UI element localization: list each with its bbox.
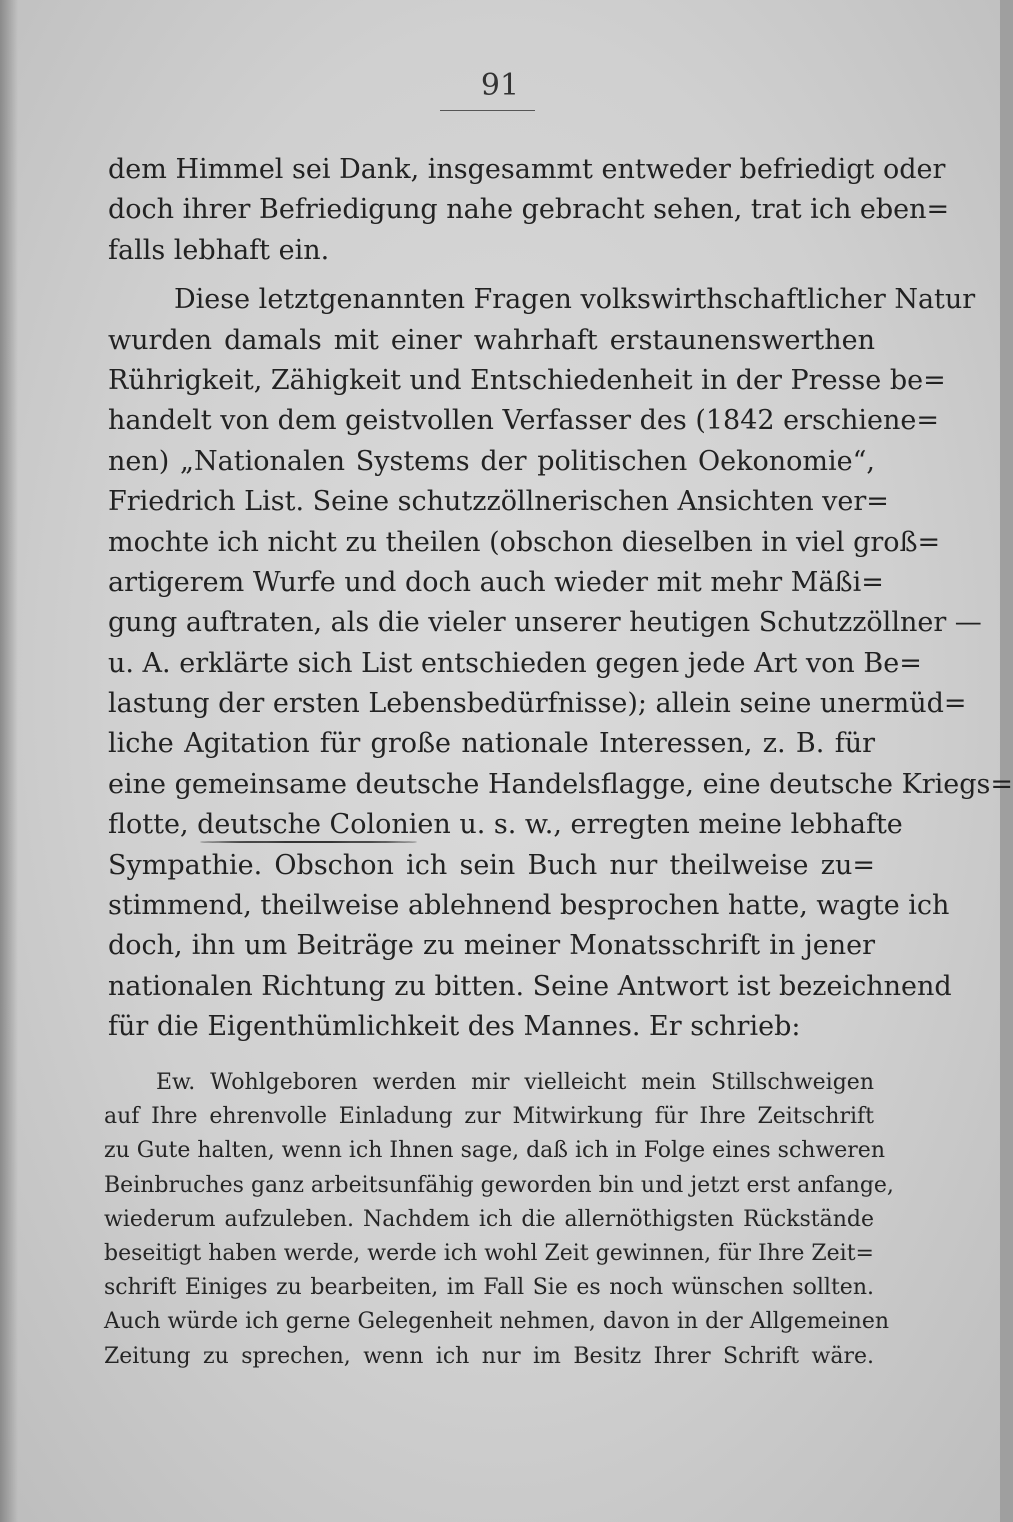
text-line: nen) „Nationalen Systems der politischen Oekonomie“,	[108, 445, 875, 477]
text-line: gung auftraten, als die vieler unserer heutigen Schutzzöllner —	[108, 607, 982, 639]
quote-line: Zeitung zu sprechen, wenn ich nur im Besitz Ihrer Schrift wäre.	[104, 1343, 874, 1369]
text-line: Friedrich List. Seine schutzzöllnerischen Ansichten ver=	[108, 486, 889, 518]
text-line: Sympathie. Obschon ich sein Buch nur theilweise zu=	[108, 849, 875, 881]
text-line: doch, ihn um Beiträge zu meiner Monatsschrift in jener	[108, 930, 875, 962]
quote-line: auf Ihre ehrenvolle Einladung zur Mitwirkung für Ihre Zeitschrift	[104, 1104, 874, 1130]
text-line: lastung der ersten Lebensbedürfnisse); allein seine unermüd=	[108, 688, 967, 720]
quote-line: Beinbruches ganz arbeitsunfähig geworden bin und jetzt erst anfange,	[104, 1172, 894, 1198]
text-line: handelt von dem geistvollen Verfasser des (1842 erschiene=	[108, 405, 940, 437]
header-rule	[440, 110, 535, 111]
quote-line: Ew. Wohlgeboren werden mir vielleicht mein Stillschweigen	[156, 1070, 874, 1095]
quote-line: schrift Einiges zu bearbeiten, im Fall Sie es noch wünschen sollten.	[104, 1275, 874, 1301]
quote-line: wiederum aufzuleben. Nachdem ich die allernöthigsten Rückstände	[104, 1206, 874, 1232]
text-line: mochte ich nicht zu theilen (obschon dieselben in viel groß=	[108, 526, 941, 558]
text-line: für die Eigenthümlichkeit des Mannes. Er schrieb:	[108, 1011, 801, 1043]
quoted-letter-block	[104, 1066, 894, 1374]
text-line: doch ihrer Befriedigung nahe gebracht sehen, trat ich eben=	[108, 194, 950, 226]
text-line: eine gemeinsame deutsche Handelsflagge, eine deutsche Kriegs=	[108, 768, 1013, 800]
quote-line: Auch würde ich gerne Gelegenheit nehmen, davon in der Allgemeinen	[104, 1309, 890, 1335]
text-line: Diese letztgenannten Fragen volkswirthschaftlicher Natur	[174, 284, 976, 316]
quote-line: beseitigt haben werde, werde ich wohl Zeit gewinnen, für Ihre Zeit=	[104, 1240, 874, 1266]
paragraph-gap	[108, 271, 875, 280]
handwritten-underline	[200, 841, 417, 843]
text-line: u. A. erklärte sich List entschieden gegen jede Art von Be=	[108, 647, 922, 679]
main-text-block	[108, 150, 1013, 1048]
text-line: artigerem Wurfe und doch auch wieder mit mehr Mäßi=	[108, 566, 884, 598]
text-line: falls lebhaft ein.	[108, 234, 330, 266]
quote-line: zu Gute halten, wenn ich Ihnen sage, daß ich in Folge eines schweren	[104, 1138, 885, 1164]
page-number: 91	[480, 68, 520, 103]
text-line: stimmend, theilweise ablehnend besprochen hatte, wagte ich	[108, 890, 950, 922]
text-line: Rührigkeit, Zähigkeit und Entschiedenheit in der Presse be=	[108, 364, 946, 396]
text-line: flotte, deutsche Colonien u. s. w., erregten meine lebhafte	[108, 809, 903, 841]
text-line: liche Agitation für große nationale Interessen, z. B. für	[108, 728, 875, 760]
text-line: dem Himmel sei Dank, insgesammt entweder befriedigt oder	[108, 154, 946, 185]
text-line: wurden damals mit einer wahrhaft erstaunenswerthen	[108, 324, 875, 356]
text-line: nationalen Richtung zu bitten. Seine Antwort ist bezeichnend	[108, 970, 952, 1002]
page-edge-shadow	[0, 0, 18, 1522]
